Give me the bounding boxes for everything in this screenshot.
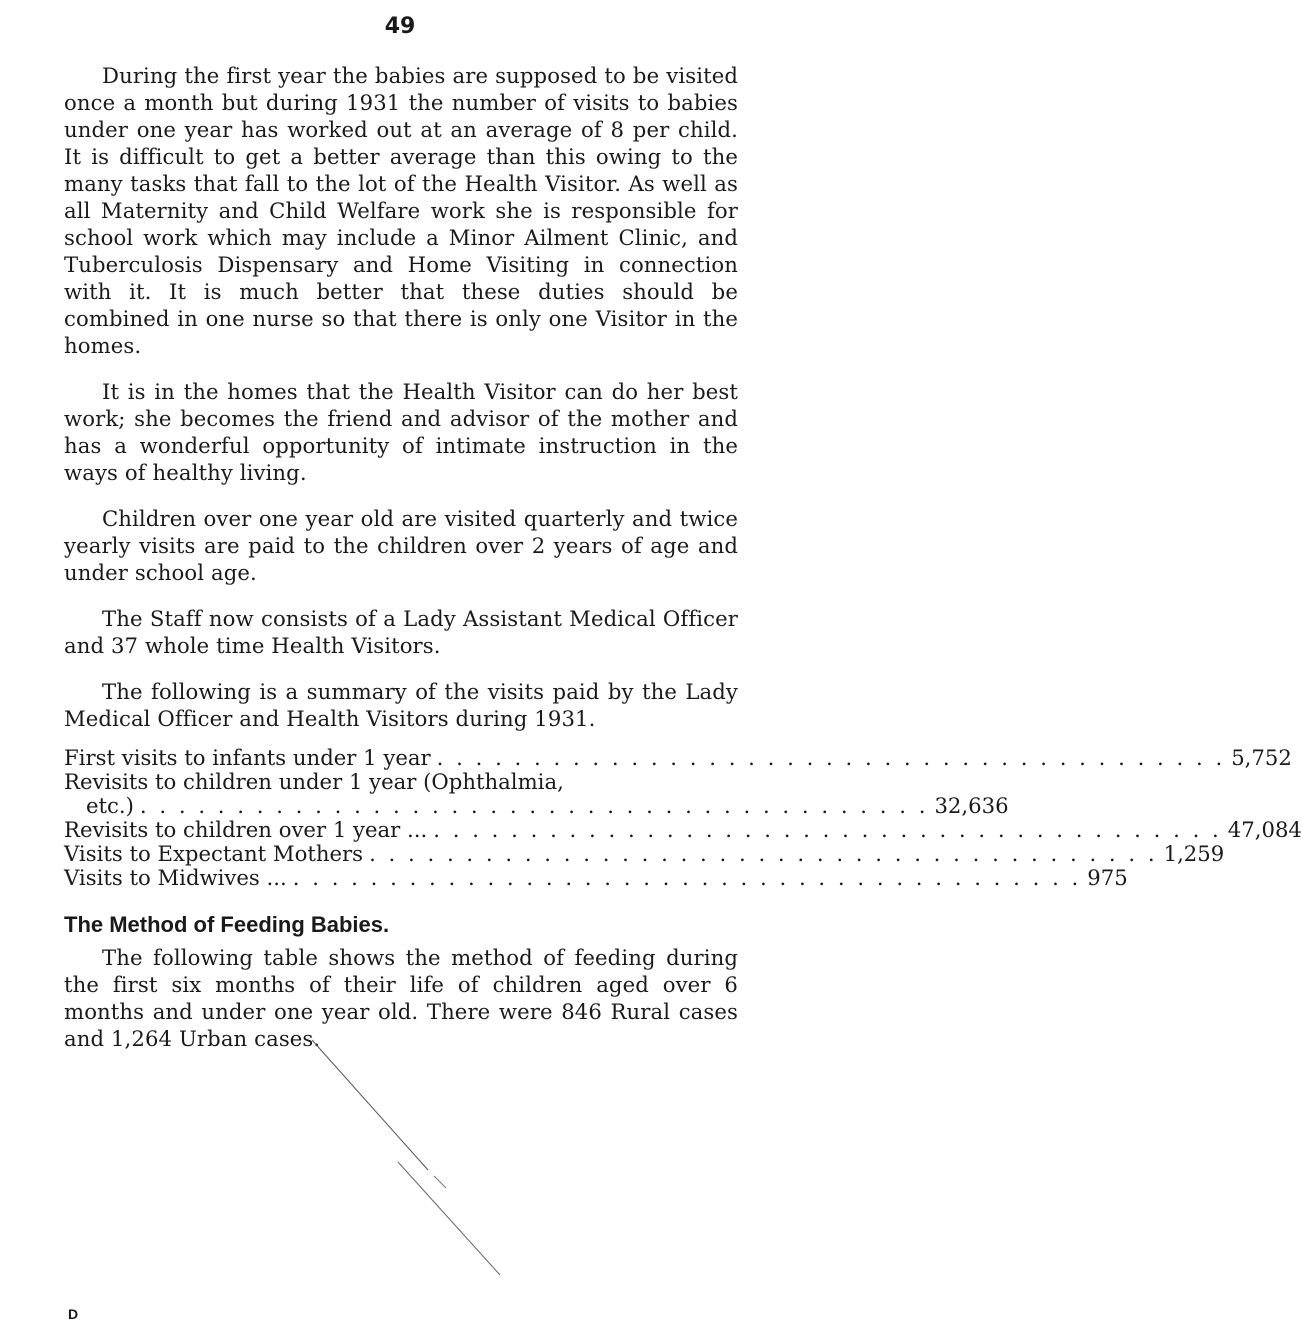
signature-letter: D <box>68 1306 79 1322</box>
summary-value: 1,259 <box>1163 841 1225 866</box>
leader-dots: . . . . . . . . . . . . . . . . . . . . . . . . . . . . . . . . . . . . . . . . . <box>436 745 1226 770</box>
summary-row-first-visits <box>64 745 1292 770</box>
leader-dots: . . . . . . . . . . . . . . . . . . . . . . . . . . . . . . . . . . . . . . . . . <box>292 865 1082 890</box>
summary-row-midwives <box>64 865 1128 890</box>
paragraph-visits: During the first year the babies are supposed to be visited once a month but during 1931 the number of visits to babies under one year has worked out at an average of 8 per child. It is difficult to get a better average than this owing to the many tasks that fall to the lot of the Health Visitor. As well as all Maternity and Child Welfare work she is responsible for school work which may include a Minor Ailment Clinic, and Tuberculosis Dispensary and Home Visiting in connection with it. It is much better that these duties should be combined in one nurse so that there is only one Visitor in the homes. <box>64 63 738 358</box>
leader-dots: . . . . . . . . . . . . . . . . . . . . . . . . . . . . . . . . . . . . . . . . . <box>369 841 1158 866</box>
paragraph-homes: It is in the homes that the Health Visitor can do her best work; she becomes the friend and advisor of the mother and has a wonderful opportunity of intimate instruction in the ways of healthy living. <box>64 379 738 485</box>
summary-row-revisits-under-1-line1 <box>64 770 738 794</box>
page-number: 49 <box>384 14 416 39</box>
pencil-stroke-2 <box>398 1162 500 1275</box>
summary-label-continued: etc.) <box>86 793 134 818</box>
summary-value: 975 <box>1087 865 1128 890</box>
paragraph-feeding-method: The following table shows the method of feeding during the first six months of their life of children aged over 6 months and under one year old. There were 846 Rural cases and 1,264 Urban cases. <box>64 945 738 1051</box>
summary-row-expectant-mothers <box>64 841 1225 866</box>
paragraph-summary-intro: The following is a summary of the visits paid by the Lady Medical Officer and Health Visitors during 1931. <box>64 679 738 731</box>
leader-dots: . . . . . . . . . . . . . . . . . . . . . . . . . . . . . . . . . . . . . . . . . <box>433 817 1222 842</box>
summary-row-revisits-under-1 <box>64 793 1009 818</box>
summary-label: Revisits to children under 1 year (Ophthalmia, <box>64 769 564 794</box>
paragraph-children-over-one: Children over one year old are visited quarterly and twice yearly visits are paid to the children over 2 years of age and under school age. <box>64 506 738 585</box>
paragraph-staff: The Staff now consists of a Lady Assistant Medical Officer and 37 whole time Health Visitors. <box>64 606 738 658</box>
summary-value: 32,636 <box>934 793 1009 818</box>
visits-summary-list <box>64 745 1302 890</box>
leader-dots: . . . . . . . . . . . . . . . . . . . . . . . . . . . . . . . . . . . . . . . . . <box>139 793 929 818</box>
summary-row-revisits-over-1 <box>64 817 1302 842</box>
section-heading: The Method of Feeding Babies. <box>64 912 390 937</box>
summary-label: First visits to infants under 1 year <box>64 745 431 770</box>
summary-label: Visits to Midwives ... <box>64 865 287 890</box>
summary-label: Revisits to children over 1 year ... <box>64 817 428 842</box>
summary-value: 5,752 <box>1231 745 1292 770</box>
summary-value: 47,084 <box>1227 817 1302 842</box>
pencil-stroke-3 <box>434 1176 446 1188</box>
page-content <box>64 62 1302 1071</box>
summary-label: Visits to Expectant Mothers <box>64 841 364 866</box>
